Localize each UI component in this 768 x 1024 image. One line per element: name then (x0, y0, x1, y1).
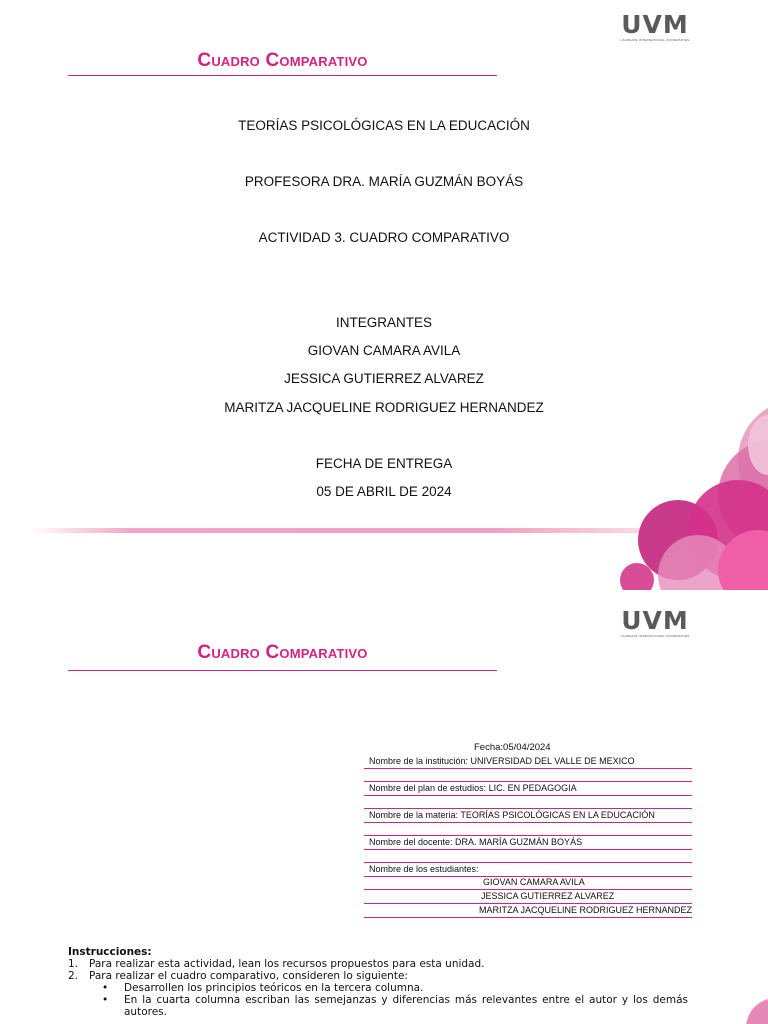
bullet-icon: • (102, 994, 109, 1006)
institution-row (364, 754, 692, 769)
content-page (0, 590, 768, 1024)
instructions-block (68, 946, 688, 1018)
delivery-date: 05 DE ABRIL DE 2024 (316, 484, 452, 499)
logo-subtitle: LAUREATE INTERNATIONAL UNIVERSITIES (620, 634, 690, 638)
member-name: GIOVAN CAMARA AVILA (307, 343, 461, 358)
instruction-item: 2. Para realizar el cuadro comparativo, consideren lo siguiente: (68, 970, 408, 982)
uvm-logo (620, 12, 690, 43)
instructions-heading: Instrucciones: (68, 946, 152, 958)
decorative-circles (618, 400, 768, 590)
course-name: TEORÍAS PSICOLÓGICAS EN LA EDUCACIÓN (238, 118, 530, 133)
teacher-name: PROFESORA DRA. MARÍA GUZMÁN BOYÁS (244, 174, 524, 189)
students-label: Nombre de los estudiantes: (369, 864, 479, 874)
student-row (364, 890, 692, 904)
subject-row (364, 808, 692, 823)
plan-row (364, 781, 692, 796)
student-name: MARITZA JACQUELINE RODRIGUEZ HERNANDEZ (479, 905, 693, 915)
decorative-swoosh (30, 528, 690, 533)
title-underline (68, 670, 497, 671)
date-heading: FECHA DE ENTREGA (315, 456, 453, 471)
member-name: JESSICA GUTIERREZ ALVAREZ (284, 371, 484, 386)
members-heading: INTEGRANTES (335, 315, 432, 330)
logo-text: UVM (621, 606, 689, 635)
logo-subtitle: LAUREATE INTERNATIONAL UNIVERSITIES (620, 38, 690, 42)
instruction-bullet: • Desarrollen los principios teóricos en la tercera columna. (102, 982, 424, 994)
instruction-item: 1. Para realizar esta actividad, lean los recursos propuestos para esta unidad. (68, 958, 485, 970)
student-row (364, 876, 692, 890)
teacher-row (364, 835, 692, 850)
subject-text: Nombre de la materia: TEORÍAS PSICOLÓGICAS EN LA EDUCACIÓN (369, 810, 655, 820)
member-name: MARITZA JACQUELINE RODRIGUEZ HERNANDEZ (224, 400, 544, 415)
date-field: Fecha:05/04/2024 (474, 742, 551, 753)
decorative-corner (738, 994, 768, 1024)
students-label-row (364, 862, 692, 877)
activity-name: ACTIVIDAD 3. CUADRO COMPARATIVO (258, 230, 510, 245)
student-row (364, 904, 692, 918)
institution-text: Nombre de la institución: UNIVERSIDAD DEL VALLE DE MEXICO (369, 756, 635, 766)
student-name: GIOVAN CAMARA AVILA (483, 877, 585, 887)
teacher-text: Nombre del docente: DRA. MARÍA GUZMÁN BOYÁS (369, 837, 583, 847)
instruction-bullet: • En la cuarta columna escriban las semejanzas y diferencias más relevantes entre el autor y los demás autores. (102, 994, 688, 1018)
document-title: Cuadro Comparativo (197, 642, 368, 663)
plan-text: Nombre del plan de estudios: LIC. EN PEDAGOGIA (369, 783, 577, 793)
uvm-logo (620, 608, 690, 639)
title-underline (68, 75, 497, 76)
bullet-icon: • (102, 982, 109, 994)
logo-text: UVM (621, 10, 689, 39)
document-title: Cuadro Comparativo (197, 50, 368, 71)
student-name: JESSICA GUTIERREZ ALVAREZ (481, 891, 615, 901)
